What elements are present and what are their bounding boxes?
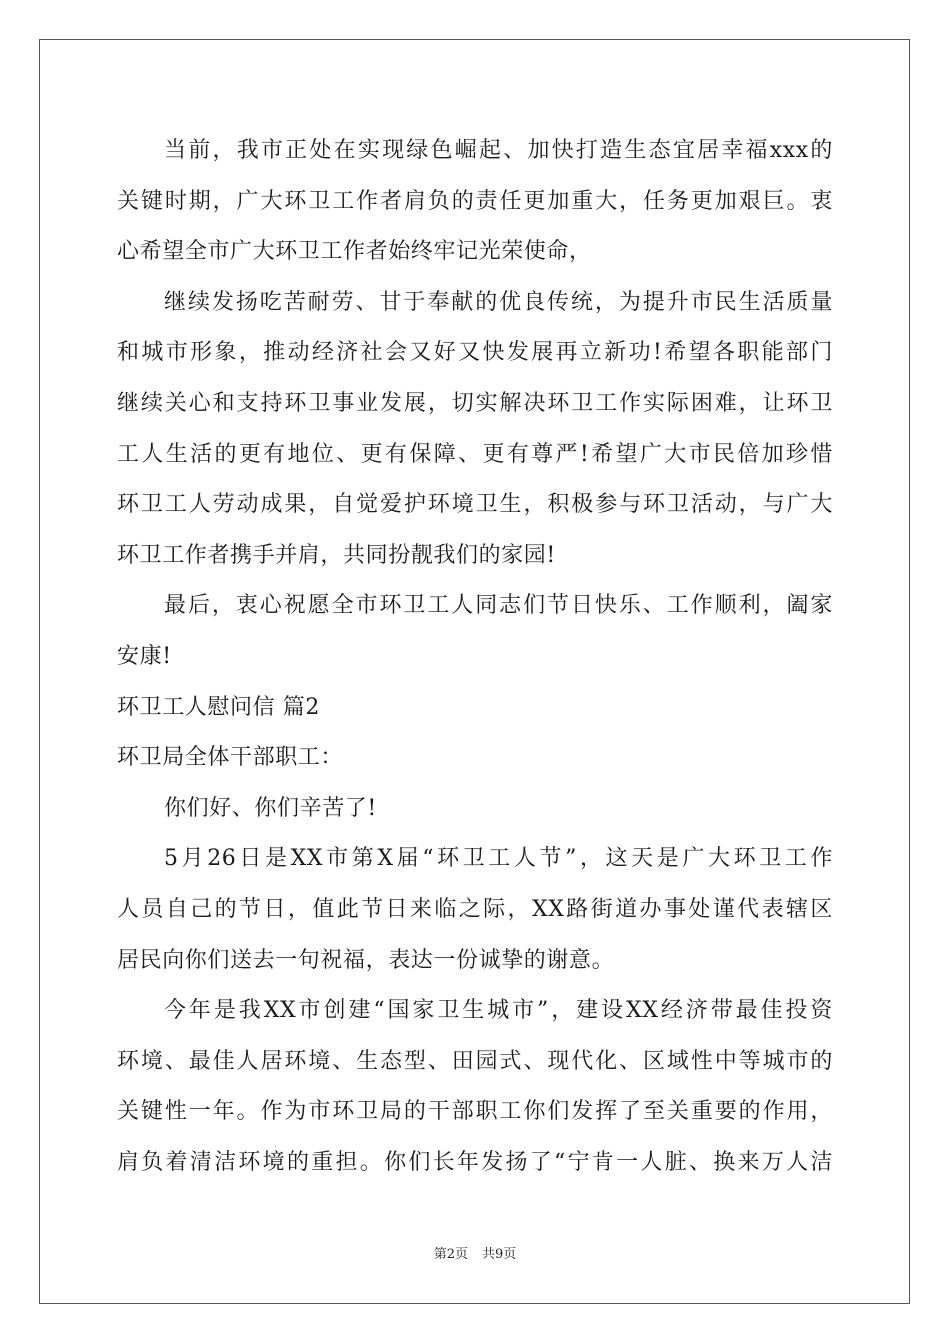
- text-line: 关键性一年。作为市环卫局的干部职工你们发挥了至关重要的作用，: [117, 1099, 833, 1125]
- text-line: 继续关心和支持环卫事业发展，切实解决环卫工作实际困难，让环卫: [117, 390, 833, 416]
- page-number: 第2页: [433, 1247, 468, 1262]
- text-line: 继续发扬吃苦耐劳、甘于奉献的优良传统，为提升市民生活质量: [164, 289, 833, 315]
- text-line: 安康!: [117, 643, 172, 669]
- text-line: 环卫局全体干部职工：: [117, 745, 344, 771]
- text-line: 5月26日是XX市第X届“环卫工人节”，这天是广大环卫工作: [164, 846, 833, 872]
- text-line: 心希望全市广大环卫工作者始终牢记光荣使命，: [117, 239, 592, 265]
- document-body: [117, 126, 833, 1188]
- page-total: 共9页: [482, 1247, 517, 1262]
- text-line: 人员自己的节日，值此节日来临之际，XX路街道办事处谨代表辖区: [117, 896, 833, 922]
- text-line: 环卫工人劳动成果，自觉爱护环境卫生，积极参与环卫活动，与广大: [117, 492, 833, 518]
- text-line: 今年是我XX市创建“国家卫生城市”，建设XX经济带最佳投资: [164, 998, 833, 1024]
- text-line: 肩负着清洁环境的重担。你们长年发扬了“宁肯一人脏、换来万人洁: [117, 1149, 833, 1175]
- text-line: 你们好、你们辛苦了!: [164, 795, 377, 821]
- text-line: 工人生活的更有地位、更有保障、更有尊严!希望广大市民倍加珍惜: [117, 441, 833, 467]
- text-line: 当前，我市正处在实现绿色崛起、加快打造生态宜居幸福xxx的: [164, 138, 833, 163]
- text-line: 最后，衷心祝愿全市环卫工人同志们节日快乐、工作顺利，阖家: [164, 593, 833, 619]
- text-line: 和城市形象，推动经济社会又好又快发展再立新功!希望各职能部门: [117, 340, 833, 366]
- text-line: 居民向你们送去一句祝福，表达一份诚挚的谢意。: [117, 947, 615, 973]
- text-line: 环卫工人慰问信 篇2: [117, 694, 320, 720]
- page-footer: [0, 1243, 950, 1262]
- text-line: 环卫工作者携手并肩，共同扮靓我们的家园!: [117, 542, 556, 568]
- text-line: 环境、最佳人居环境、生态型、田园式、现代化、区域性中等城市的: [117, 1048, 833, 1074]
- text-line: 关键时期，广大环卫工作者肩负的责任更加重大，任务更加艰巨。衷: [117, 188, 833, 214]
